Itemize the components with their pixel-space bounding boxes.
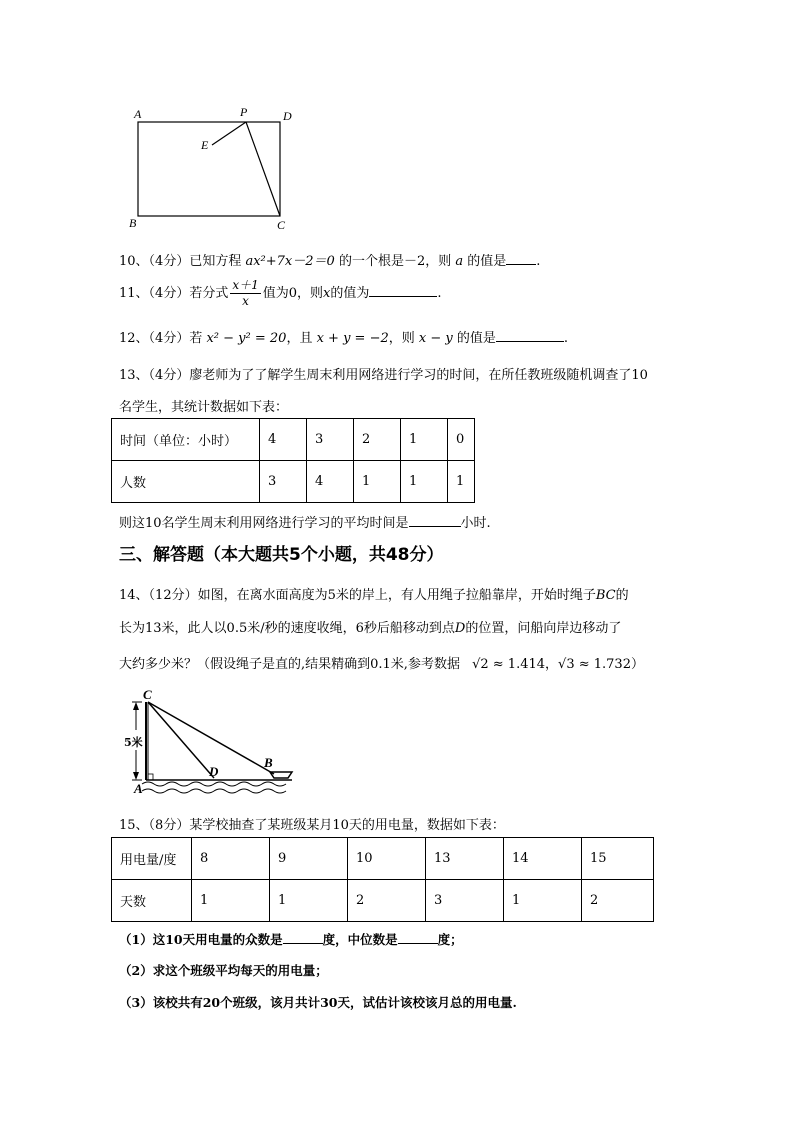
label-b-boat: B — [264, 755, 273, 770]
table-cell: 14 — [504, 838, 582, 880]
table-cell: 1 — [504, 880, 582, 922]
answer-blank[interactable] — [496, 329, 564, 342]
question-13-line2: 名学生，其统计数据如下表： — [119, 400, 289, 415]
label-c-boat: C — [143, 687, 152, 702]
label-c: C — [277, 218, 286, 232]
table-cell: 1 — [401, 419, 448, 461]
question-14-line2: 长为13米，此人以0.5米/秒的速度收绳，6秒后船移动到点D的位置，问船向岸边移动了 — [119, 621, 622, 636]
table-row — [112, 419, 475, 461]
table-cell: 13 — [426, 838, 504, 880]
table-cell: 1 — [448, 461, 475, 503]
table-row — [112, 461, 475, 503]
answer-blank[interactable] — [506, 252, 536, 265]
table-cell: 1 — [354, 461, 401, 503]
electricity-table — [111, 837, 654, 922]
table-cell: 4 — [260, 419, 307, 461]
answer-blank[interactable] — [409, 514, 461, 527]
section-heading: 三、解答题（本大题共5个小题，共48分） — [119, 545, 444, 565]
boat-diagram — [122, 690, 302, 800]
label-e: E — [201, 138, 209, 152]
height-label: 5米 — [124, 736, 143, 749]
fraction: $\frac{x+1}{x}$ — [232, 278, 259, 308]
table-cell: 4 — [307, 461, 354, 503]
question-15-sub1: （1）这10天用电量的众数是 度，中位数是 度； — [119, 932, 463, 947]
table-row — [112, 880, 654, 922]
table-cell: 1 — [192, 880, 270, 922]
question-13-after: 则这10名学生周末利用网络进行学习的平均时间是 小时. — [119, 516, 491, 531]
table-cell: 0 — [448, 419, 475, 461]
table-cell: 1 — [401, 461, 448, 503]
label-d-boat: D — [209, 764, 219, 779]
question-14-line3: 大约多少米？（假设绳子是直的,结果精确到0.1米,参考数据 √2 ≈ 1.414，√3 ≈ 1.732） — [119, 657, 644, 672]
label-d: D — [283, 109, 292, 123]
table-cell: 10 — [348, 838, 426, 880]
table-cell: 1 — [270, 880, 348, 922]
question-10: 10、（4分）已知方程 ax²+7x－2＝0 的一个根是－2，则 a 的值是 . — [119, 254, 541, 269]
sqrt3-value: √3 ≈ 1.732 — [558, 657, 631, 672]
question-15-sub2: （2）求这个班级平均每天的用电量； — [119, 963, 328, 978]
question-15-sub3: （3）该校共有20个班级，该月共计30天，试估计该校该月总的用电量. — [119, 995, 517, 1010]
table-row — [112, 838, 654, 880]
table-cell: 9 — [270, 838, 348, 880]
question-15-line1: 15、（8分）某学校抽查了某班级某月10天的用电量，数据如下表： — [119, 818, 505, 833]
sqrt2-value: √2 ≈ 1.414 — [472, 657, 546, 672]
table-cell: 2 — [582, 880, 654, 922]
table-cell: 2 — [348, 880, 426, 922]
time-table — [111, 418, 475, 503]
table-cell: 3 — [260, 461, 307, 503]
table-cell: 15 — [582, 838, 654, 880]
table-cell: 时间（单位：小时） — [112, 419, 260, 461]
label-a-boat: A — [134, 781, 143, 796]
answer-blank[interactable] — [369, 284, 437, 297]
question-12: 12、（4分）若 x² − y² = 20，且 x + y = −2，则 x − y 的值是 . — [119, 331, 568, 346]
table-cell: 用电量/度 — [112, 838, 192, 880]
question-11: 11、（4分）若分式 $\frac{x+1}{x}$ 值为0，则x的值为 . — [119, 278, 442, 308]
table-cell: 人数 — [112, 461, 260, 503]
label-a: A — [134, 107, 142, 121]
question-14-line1: 14、（12分）如图，在离水面高度为5米的岸上，有人用绳子拉船靠岸，开始时绳子BC的 — [119, 588, 629, 603]
answer-blank[interactable] — [283, 931, 323, 944]
label-p: P — [240, 105, 248, 119]
table-cell: 3 — [426, 880, 504, 922]
answer-blank[interactable] — [398, 931, 438, 944]
table-cell: 2 — [354, 419, 401, 461]
table-cell: 3 — [307, 419, 354, 461]
question-13-line1: 13、（4分）廖老师为了了解学生周末利用网络进行学习的时间，在所任教班级随机调查了10 — [119, 368, 648, 383]
table-cell: 8 — [192, 838, 270, 880]
table-cell: 天数 — [112, 880, 192, 922]
rectangle-figure — [120, 104, 300, 234]
label-b: B — [129, 216, 137, 230]
